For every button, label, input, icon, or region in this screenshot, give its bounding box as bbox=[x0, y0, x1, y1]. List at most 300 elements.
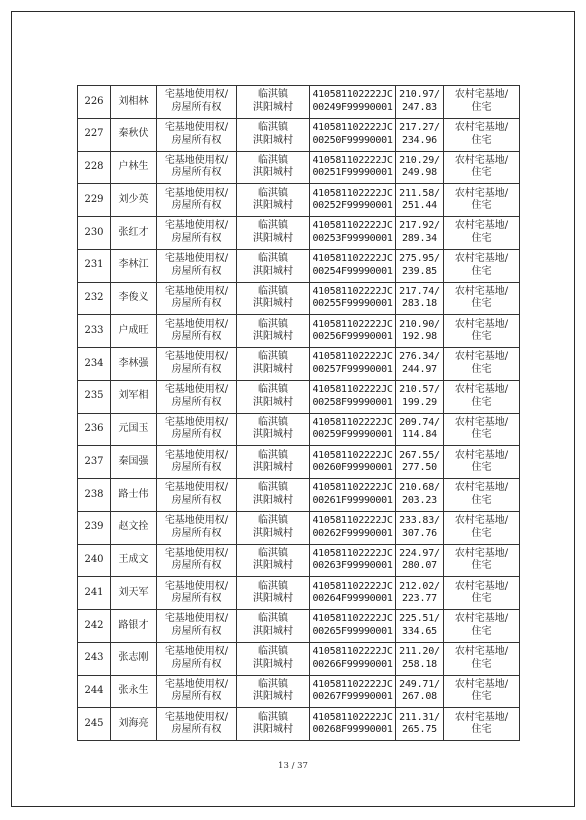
certificate-number-line-1: 410581102222JC bbox=[312, 547, 393, 559]
right-type-line-1: 宅基地使用权/ bbox=[164, 351, 229, 363]
certificate-number-cell bbox=[310, 348, 396, 381]
table-row bbox=[78, 282, 520, 315]
certificate-number-cell bbox=[310, 118, 396, 151]
location-line-1: 临淇镇 bbox=[258, 678, 288, 690]
right-type-cell bbox=[157, 86, 237, 119]
area-cell bbox=[396, 315, 444, 348]
right-type-line-1: 宅基地使用权/ bbox=[164, 515, 229, 527]
right-type-line-1: 宅基地使用权/ bbox=[164, 89, 229, 101]
land-use-cell bbox=[444, 151, 520, 184]
row-number-cell: 237 bbox=[78, 446, 111, 479]
certificate-number-cell bbox=[310, 184, 396, 217]
right-type-line-1: 宅基地使用权/ bbox=[164, 416, 229, 428]
area-line-1: 210.90/ bbox=[399, 318, 440, 330]
location-cell bbox=[237, 86, 310, 119]
location-line-1: 临淇镇 bbox=[258, 253, 288, 265]
land-use-line-1: 农村宅基地/ bbox=[454, 646, 509, 658]
certificate-number-line-1: 410581102222JC bbox=[312, 285, 393, 297]
right-type-line-2: 房屋所有权 bbox=[171, 167, 222, 179]
land-use-line-1: 农村宅基地/ bbox=[454, 515, 509, 527]
right-type-line-1: 宅基地使用权/ bbox=[164, 122, 229, 134]
row-number-cell: 226 bbox=[78, 86, 111, 119]
land-use-line-2: 住宅 bbox=[471, 232, 492, 244]
location-cell bbox=[237, 249, 310, 282]
location-line-2: 淇阳城村 bbox=[253, 429, 293, 441]
certificate-number-cell bbox=[310, 577, 396, 610]
certificate-number-cell bbox=[310, 675, 396, 708]
right-type-cell bbox=[157, 479, 237, 512]
land-use-cell bbox=[444, 249, 520, 282]
right-type-line-1: 宅基地使用权/ bbox=[164, 154, 229, 166]
land-use-line-1: 农村宅基地/ bbox=[454, 351, 509, 363]
certificate-number-line-2: 00255F99990001 bbox=[312, 298, 393, 310]
table-row bbox=[78, 446, 520, 479]
area-cell bbox=[396, 282, 444, 315]
table-row bbox=[78, 249, 520, 282]
area-line-2: 114.84 bbox=[402, 429, 437, 441]
area-line-2: 234.96 bbox=[402, 134, 437, 146]
location-line-2: 淇阳城村 bbox=[253, 363, 293, 375]
land-use-cell bbox=[444, 577, 520, 610]
certificate-number-cell bbox=[310, 380, 396, 413]
land-use-cell bbox=[444, 511, 520, 544]
land-use-cell bbox=[444, 675, 520, 708]
certificate-number-line-1: 410581102222JC bbox=[312, 154, 393, 166]
location-cell bbox=[237, 511, 310, 544]
certificate-number-cell bbox=[310, 479, 396, 512]
right-type-line-2: 房屋所有权 bbox=[171, 298, 222, 310]
right-type-cell bbox=[157, 577, 237, 610]
area-line-2: 258.18 bbox=[402, 658, 437, 670]
row-number-cell: 239 bbox=[78, 511, 111, 544]
right-type-line-2: 房屋所有权 bbox=[171, 265, 222, 277]
certificate-number-line-2: 00266F99990001 bbox=[312, 658, 393, 670]
land-use-line-2: 住宅 bbox=[471, 200, 492, 212]
table-row bbox=[78, 544, 520, 577]
certificate-number-line-2: 00257F99990001 bbox=[312, 363, 393, 375]
certificate-number-line-1: 410581102222JC bbox=[312, 351, 393, 363]
right-type-line-1: 宅基地使用权/ bbox=[164, 220, 229, 232]
location-cell bbox=[237, 151, 310, 184]
area-line-1: 217.27/ bbox=[399, 122, 440, 134]
land-use-cell bbox=[444, 282, 520, 315]
right-type-line-2: 房屋所有权 bbox=[171, 429, 222, 441]
right-type-line-2: 房屋所有权 bbox=[171, 200, 222, 212]
table-row bbox=[78, 675, 520, 708]
right-type-line-1: 宅基地使用权/ bbox=[164, 285, 229, 297]
area-line-1: 211.58/ bbox=[399, 187, 440, 199]
land-use-line-1: 农村宅基地/ bbox=[454, 89, 509, 101]
certificate-number-line-1: 410581102222JC bbox=[312, 122, 393, 134]
owner-name-cell: 元国玉 bbox=[111, 413, 157, 446]
certificate-number-line-2: 00249F99990001 bbox=[312, 101, 393, 113]
land-use-line-1: 农村宅基地/ bbox=[454, 416, 509, 428]
location-line-2: 淇阳城村 bbox=[253, 494, 293, 506]
location-cell bbox=[237, 446, 310, 479]
certificate-number-line-1: 410581102222JC bbox=[312, 253, 393, 265]
owner-name-cell: 秦国强 bbox=[111, 446, 157, 479]
owner-name-cell: 张红才 bbox=[111, 217, 157, 250]
area-line-2: 307.76 bbox=[402, 527, 437, 539]
right-type-line-2: 房屋所有权 bbox=[171, 625, 222, 637]
owner-name-cell: 刘天军 bbox=[111, 577, 157, 610]
certificate-number-cell bbox=[310, 217, 396, 250]
land-use-line-2: 住宅 bbox=[471, 527, 492, 539]
location-line-2: 淇阳城村 bbox=[253, 167, 293, 179]
location-line-2: 淇阳城村 bbox=[253, 331, 293, 343]
area-cell bbox=[396, 413, 444, 446]
certificate-number-line-2: 00260F99990001 bbox=[312, 462, 393, 474]
row-number-cell: 229 bbox=[78, 184, 111, 217]
right-type-cell bbox=[157, 675, 237, 708]
certificate-number-line-2: 00264F99990001 bbox=[312, 593, 393, 605]
area-cell bbox=[396, 544, 444, 577]
table-row bbox=[78, 151, 520, 184]
location-cell bbox=[237, 413, 310, 446]
land-use-line-1: 农村宅基地/ bbox=[454, 220, 509, 232]
right-type-cell bbox=[157, 118, 237, 151]
certificate-number-cell bbox=[310, 544, 396, 577]
area-line-2: 251.44 bbox=[402, 200, 437, 212]
land-use-line-2: 住宅 bbox=[471, 560, 492, 572]
area-line-1: 233.83/ bbox=[399, 515, 440, 527]
land-use-cell bbox=[444, 413, 520, 446]
location-line-2: 淇阳城村 bbox=[253, 527, 293, 539]
certificate-number-cell bbox=[310, 151, 396, 184]
row-number-cell: 227 bbox=[78, 118, 111, 151]
right-type-cell bbox=[157, 151, 237, 184]
land-use-line-2: 住宅 bbox=[471, 134, 492, 146]
certificate-number-cell bbox=[310, 249, 396, 282]
right-type-line-2: 房屋所有权 bbox=[171, 462, 222, 474]
area-line-1: 209.74/ bbox=[399, 416, 440, 428]
right-type-line-2: 房屋所有权 bbox=[171, 363, 222, 375]
land-use-cell bbox=[444, 610, 520, 643]
area-cell bbox=[396, 217, 444, 250]
owner-name-cell: 王成文 bbox=[111, 544, 157, 577]
right-type-line-2: 房屋所有权 bbox=[171, 658, 222, 670]
area-line-1: 217.74/ bbox=[399, 285, 440, 297]
location-line-1: 临淇镇 bbox=[258, 449, 288, 461]
land-use-line-2: 住宅 bbox=[471, 625, 492, 637]
location-cell bbox=[237, 708, 310, 741]
right-type-cell bbox=[157, 315, 237, 348]
owner-name-cell: 李林江 bbox=[111, 249, 157, 282]
right-type-line-1: 宅基地使用权/ bbox=[164, 187, 229, 199]
land-use-line-2: 住宅 bbox=[471, 167, 492, 179]
land-use-line-1: 农村宅基地/ bbox=[454, 580, 509, 592]
land-use-cell bbox=[444, 86, 520, 119]
right-type-line-1: 宅基地使用权/ bbox=[164, 580, 229, 592]
owner-name-cell: 刘相林 bbox=[111, 86, 157, 119]
right-type-line-2: 房屋所有权 bbox=[171, 527, 222, 539]
location-line-1: 临淇镇 bbox=[258, 154, 288, 166]
owner-name-cell: 户成旺 bbox=[111, 315, 157, 348]
area-line-2: 265.75 bbox=[402, 724, 437, 736]
area-cell bbox=[396, 446, 444, 479]
land-use-cell bbox=[444, 380, 520, 413]
row-number-cell: 238 bbox=[78, 479, 111, 512]
row-number-cell: 230 bbox=[78, 217, 111, 250]
certificate-number-cell bbox=[310, 708, 396, 741]
land-use-line-2: 住宅 bbox=[471, 331, 492, 343]
area-line-2: 277.50 bbox=[402, 462, 437, 474]
owner-name-cell: 刘海亮 bbox=[111, 708, 157, 741]
certificate-number-line-1: 410581102222JC bbox=[312, 646, 393, 658]
right-type-cell bbox=[157, 282, 237, 315]
area-line-2: 199.29 bbox=[402, 396, 437, 408]
table-body bbox=[78, 86, 520, 741]
certificate-number-cell bbox=[310, 642, 396, 675]
owner-name-cell: 李林强 bbox=[111, 348, 157, 381]
right-type-cell bbox=[157, 348, 237, 381]
location-cell bbox=[237, 642, 310, 675]
certificate-number-line-2: 00250F99990001 bbox=[312, 134, 393, 146]
location-cell bbox=[237, 282, 310, 315]
area-cell bbox=[396, 577, 444, 610]
certificate-number-line-2: 00254F99990001 bbox=[312, 265, 393, 277]
area-cell bbox=[396, 708, 444, 741]
owner-name-cell: 户林生 bbox=[111, 151, 157, 184]
location-line-1: 临淇镇 bbox=[258, 711, 288, 723]
area-cell bbox=[396, 348, 444, 381]
row-number-cell: 236 bbox=[78, 413, 111, 446]
right-type-line-2: 房屋所有权 bbox=[171, 494, 222, 506]
row-number-cell: 232 bbox=[78, 282, 111, 315]
area-cell bbox=[396, 642, 444, 675]
certificate-number-line-2: 00265F99990001 bbox=[312, 625, 393, 637]
right-type-line-1: 宅基地使用权/ bbox=[164, 253, 229, 265]
location-line-1: 临淇镇 bbox=[258, 89, 288, 101]
certificate-number-line-2: 00262F99990001 bbox=[312, 527, 393, 539]
area-line-2: 267.08 bbox=[402, 691, 437, 703]
right-type-cell bbox=[157, 217, 237, 250]
area-line-1: 212.02/ bbox=[399, 580, 440, 592]
location-cell bbox=[237, 380, 310, 413]
location-line-1: 临淇镇 bbox=[258, 646, 288, 658]
land-use-line-1: 农村宅基地/ bbox=[454, 384, 509, 396]
area-line-1: 211.20/ bbox=[399, 646, 440, 658]
table-row bbox=[78, 413, 520, 446]
location-line-2: 淇阳城村 bbox=[253, 658, 293, 670]
area-line-2: 289.34 bbox=[402, 232, 437, 244]
location-line-1: 临淇镇 bbox=[258, 122, 288, 134]
area-line-1: 275.95/ bbox=[399, 253, 440, 265]
location-line-1: 临淇镇 bbox=[258, 351, 288, 363]
owner-name-cell: 刘少英 bbox=[111, 184, 157, 217]
table-row bbox=[78, 511, 520, 544]
location-line-1: 临淇镇 bbox=[258, 580, 288, 592]
location-cell bbox=[237, 544, 310, 577]
right-type-line-2: 房屋所有权 bbox=[171, 134, 222, 146]
area-cell bbox=[396, 610, 444, 643]
area-cell bbox=[396, 479, 444, 512]
right-type-cell bbox=[157, 610, 237, 643]
certificate-number-cell bbox=[310, 610, 396, 643]
row-number-cell: 233 bbox=[78, 315, 111, 348]
location-line-1: 临淇镇 bbox=[258, 318, 288, 330]
area-cell bbox=[396, 118, 444, 151]
right-type-line-1: 宅基地使用权/ bbox=[164, 449, 229, 461]
area-line-2: 223.77 bbox=[402, 593, 437, 605]
location-cell bbox=[237, 118, 310, 151]
location-cell bbox=[237, 577, 310, 610]
area-line-1: 249.71/ bbox=[399, 678, 440, 690]
land-use-line-2: 住宅 bbox=[471, 101, 492, 113]
row-number-cell: 241 bbox=[78, 577, 111, 610]
area-cell bbox=[396, 184, 444, 217]
land-use-cell bbox=[444, 348, 520, 381]
land-use-line-2: 住宅 bbox=[471, 429, 492, 441]
right-type-cell bbox=[157, 413, 237, 446]
location-line-2: 淇阳城村 bbox=[253, 724, 293, 736]
land-use-line-1: 农村宅基地/ bbox=[454, 187, 509, 199]
land-use-line-1: 农村宅基地/ bbox=[454, 318, 509, 330]
right-type-line-1: 宅基地使用权/ bbox=[164, 482, 229, 494]
right-type-line-2: 房屋所有权 bbox=[171, 101, 222, 113]
owner-name-cell: 路士伟 bbox=[111, 479, 157, 512]
certificate-number-line-1: 410581102222JC bbox=[312, 220, 393, 232]
land-use-line-1: 农村宅基地/ bbox=[454, 449, 509, 461]
location-cell bbox=[237, 675, 310, 708]
location-line-2: 淇阳城村 bbox=[253, 396, 293, 408]
table-row bbox=[78, 642, 520, 675]
land-use-line-1: 农村宅基地/ bbox=[454, 482, 509, 494]
area-line-1: 210.68/ bbox=[399, 482, 440, 494]
land-use-line-2: 住宅 bbox=[471, 494, 492, 506]
land-use-line-2: 住宅 bbox=[471, 462, 492, 474]
certificate-number-line-2: 00263F99990001 bbox=[312, 560, 393, 572]
right-type-line-1: 宅基地使用权/ bbox=[164, 613, 229, 625]
land-use-cell bbox=[444, 544, 520, 577]
location-line-2: 淇阳城村 bbox=[253, 462, 293, 474]
certificate-number-line-2: 00256F99990001 bbox=[312, 331, 393, 343]
location-line-1: 临淇镇 bbox=[258, 547, 288, 559]
location-line-2: 淇阳城村 bbox=[253, 200, 293, 212]
certificate-number-cell bbox=[310, 282, 396, 315]
row-number-cell: 240 bbox=[78, 544, 111, 577]
certificate-number-cell bbox=[310, 446, 396, 479]
area-line-1: 210.57/ bbox=[399, 384, 440, 396]
table-row bbox=[78, 315, 520, 348]
location-line-1: 临淇镇 bbox=[258, 515, 288, 527]
table-row bbox=[78, 708, 520, 741]
location-line-1: 临淇镇 bbox=[258, 613, 288, 625]
table-row bbox=[78, 610, 520, 643]
owner-name-cell: 李俊义 bbox=[111, 282, 157, 315]
right-type-line-2: 房屋所有权 bbox=[171, 691, 222, 703]
certificate-number-line-1: 410581102222JC bbox=[312, 580, 393, 592]
owner-name-cell: 路银才 bbox=[111, 610, 157, 643]
location-line-2: 淇阳城村 bbox=[253, 232, 293, 244]
certificate-number-line-2: 00259F99990001 bbox=[312, 429, 393, 441]
location-line-1: 临淇镇 bbox=[258, 285, 288, 297]
location-line-2: 淇阳城村 bbox=[253, 101, 293, 113]
right-type-cell bbox=[157, 380, 237, 413]
certificate-number-line-1: 410581102222JC bbox=[312, 187, 393, 199]
certificate-number-line-1: 410581102222JC bbox=[312, 449, 393, 461]
certificate-number-cell bbox=[310, 86, 396, 119]
land-use-line-2: 住宅 bbox=[471, 724, 492, 736]
land-use-line-1: 农村宅基地/ bbox=[454, 711, 509, 723]
area-line-2: 192.98 bbox=[402, 331, 437, 343]
right-type-line-2: 房屋所有权 bbox=[171, 724, 222, 736]
right-type-cell bbox=[157, 184, 237, 217]
location-cell bbox=[237, 184, 310, 217]
right-type-line-2: 房屋所有权 bbox=[171, 560, 222, 572]
location-cell bbox=[237, 610, 310, 643]
table-row bbox=[78, 577, 520, 610]
table-row bbox=[78, 184, 520, 217]
right-type-line-1: 宅基地使用权/ bbox=[164, 678, 229, 690]
right-type-cell bbox=[157, 249, 237, 282]
page-number: 13 / 37 bbox=[278, 761, 308, 771]
area-line-2: 203.23 bbox=[402, 494, 437, 506]
certificate-number-line-2: 00268F99990001 bbox=[312, 724, 393, 736]
area-line-1: 217.92/ bbox=[399, 220, 440, 232]
certificate-number-line-1: 410581102222JC bbox=[312, 482, 393, 494]
right-type-cell bbox=[157, 708, 237, 741]
land-use-line-2: 住宅 bbox=[471, 658, 492, 670]
row-number-cell: 231 bbox=[78, 249, 111, 282]
area-line-1: 225.51/ bbox=[399, 613, 440, 625]
certificate-number-line-2: 00251F99990001 bbox=[312, 167, 393, 179]
location-line-2: 淇阳城村 bbox=[253, 593, 293, 605]
area-cell bbox=[396, 249, 444, 282]
location-cell bbox=[237, 217, 310, 250]
certificate-number-line-2: 00261F99990001 bbox=[312, 494, 393, 506]
land-use-cell bbox=[444, 118, 520, 151]
row-number-cell: 228 bbox=[78, 151, 111, 184]
land-use-line-2: 住宅 bbox=[471, 593, 492, 605]
land-use-line-2: 住宅 bbox=[471, 396, 492, 408]
row-number-cell: 242 bbox=[78, 610, 111, 643]
land-use-cell bbox=[444, 479, 520, 512]
location-line-1: 临淇镇 bbox=[258, 384, 288, 396]
land-use-line-1: 农村宅基地/ bbox=[454, 613, 509, 625]
land-use-cell bbox=[444, 446, 520, 479]
land-use-line-1: 农村宅基地/ bbox=[454, 547, 509, 559]
right-type-line-2: 房屋所有权 bbox=[171, 396, 222, 408]
table-row bbox=[78, 118, 520, 151]
right-type-line-1: 宅基地使用权/ bbox=[164, 384, 229, 396]
row-number-cell: 245 bbox=[78, 708, 111, 741]
owner-name-cell: 秦秋伏 bbox=[111, 118, 157, 151]
certificate-number-cell bbox=[310, 511, 396, 544]
certificate-number-cell bbox=[310, 413, 396, 446]
area-line-2: 249.98 bbox=[402, 167, 437, 179]
certificate-number-line-1: 410581102222JC bbox=[312, 613, 393, 625]
row-number-cell: 235 bbox=[78, 380, 111, 413]
land-use-cell bbox=[444, 184, 520, 217]
owner-name-cell: 刘军相 bbox=[111, 380, 157, 413]
table-row bbox=[78, 86, 520, 119]
location-line-2: 淇阳城村 bbox=[253, 298, 293, 310]
area-line-2: 283.18 bbox=[402, 298, 437, 310]
certificate-number-line-1: 410581102222JC bbox=[312, 678, 393, 690]
location-line-1: 临淇镇 bbox=[258, 482, 288, 494]
right-type-cell bbox=[157, 642, 237, 675]
land-use-line-2: 住宅 bbox=[471, 363, 492, 375]
location-line-1: 临淇镇 bbox=[258, 416, 288, 428]
area-cell bbox=[396, 380, 444, 413]
table-row bbox=[78, 479, 520, 512]
right-type-line-2: 房屋所有权 bbox=[171, 232, 222, 244]
land-use-line-2: 住宅 bbox=[471, 265, 492, 277]
certificate-number-line-1: 410581102222JC bbox=[312, 89, 393, 101]
table-row bbox=[78, 380, 520, 413]
land-use-line-1: 农村宅基地/ bbox=[454, 122, 509, 134]
